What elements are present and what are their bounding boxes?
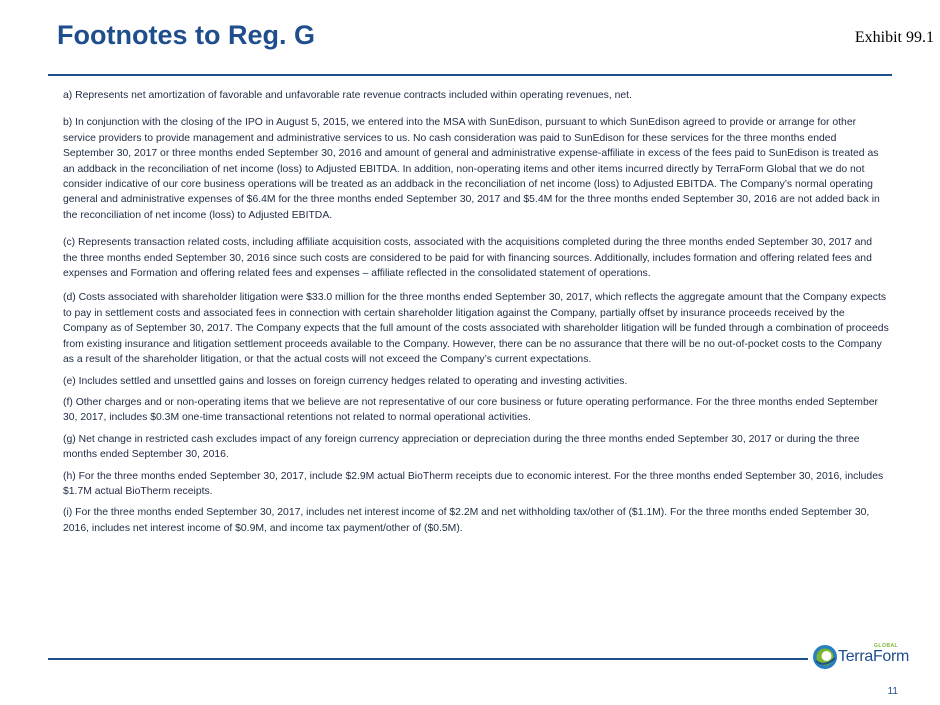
page-title: Footnotes to Reg. G bbox=[57, 20, 315, 50]
footer-divider bbox=[48, 658, 808, 660]
footnote-c: (c) Represents transaction related costs, including affiliate acquisition costs, associated with the acquisitions completed during the three months ended September 30, 2017 and the three months ended September 30, 2016 since such costs are considered to be paid for with financing sources. Additionally, includes formation and offering related fees and expenses and Formation and offering related fees and expenses – affiliate reflected in the consolidated statement of operations. bbox=[63, 237, 873, 280]
footnote-f: (f) Other charges and or non-operating items that we believe are not representative of our core business or future operating performance. For the three months ended September 30, 2017, includes $0.3M one-time transactional retentions not related to normal operational activities. bbox=[63, 396, 878, 424]
globe-icon bbox=[812, 644, 838, 670]
footnote-g: (g) Net change in restricted cash excludes impact of any foreign currency appreciation or depreciation during the three months ended September 30, 2017 or during the three months ended September 30, 2016. bbox=[63, 433, 860, 461]
footnote-a: a) Represents net amortization of favorable and unfavorable rate revenue contracts included within operating revenues, net. bbox=[63, 90, 632, 101]
footnote-e: (e) Includes settled and unsettled gains and losses on foreign currency hedges related to operating and investing activities. bbox=[63, 375, 628, 387]
footnote-b: b) In conjunction with the closing of the IPO in August 5, 2015, we entered into the MSA with SunEdison, pursuant to which SunEdison agreed to provide or arrange for other service providers to provide management and administrative services to us. No cash consideration was paid to SunEdison for these services for the three months ended September 30, 2017 or three months ended September 30, 2016 and amount of general and administrative expense-affiliate in excess of the fees paid to SunEdison is treated as an addback in the reconciliation of net income (loss) to Adjusted EBITDA. In addition, non-operating items and other items incurred directly by TerraForm Global that we do not consider indicative of our core business operations will be treated as an addback in the reconciliation of net income (loss) to Adjusted EBITDA. The Company’s normal operating general and administrative expenses of $6.4M for the three months ended September 30, 2017 and $5.4M for the three months ended September 30, 2016 are not added back in the reconciliation of net income (loss) to Adjusted EBITDA. bbox=[63, 117, 880, 221]
exhibit-label: Exhibit 99.1 bbox=[854, 29, 934, 46]
page-number: 11 bbox=[887, 686, 898, 697]
header-divider bbox=[48, 74, 892, 76]
logo-text: TerraForm bbox=[838, 648, 910, 665]
terraform-global-logo bbox=[812, 640, 910, 674]
footnote-h: (h) For the three months ended September 30, 2017, include $2.9M actual BioTherm receipts due to economic interest. For the three months ended September 30, 2016, includes $1.7M actual BioTherm receipts. bbox=[63, 470, 884, 497]
footnotes-list bbox=[63, 88, 889, 536]
logo-subtext: GLOBAL bbox=[874, 643, 899, 649]
footnote-i: (i) For the three months ended September 30, 2017, includes net interest income of $2.2M and net withholding tax/other of ($1.1M). For the three months ended September 30, 2016, includes net interest income of $0.9M, and income tax payment/other of ($0.5M). bbox=[63, 507, 870, 534]
footnote-d: (d) Costs associated with shareholder litigation were $33.0 million for the three months ended September 30, 2017, which reflects the aggregate amount that the Company expects to pay in settlement costs and associated fees in connection with certain shareholder litigation against the Company, partially offset by insurance proceeds received by the Company as of September 30, 2017. The Company expects that the full amount of the costs associated with shareholder litigation will be funded through a combination of proceeds from existing insurance and litigation settlement proceeds available to the Company. However, there can be no assurance that there will be no out-of-pocket costs to the Company as a result of the shareholder litigation, or that the actual costs will not exceed the Company’s current expectations. bbox=[63, 292, 889, 366]
